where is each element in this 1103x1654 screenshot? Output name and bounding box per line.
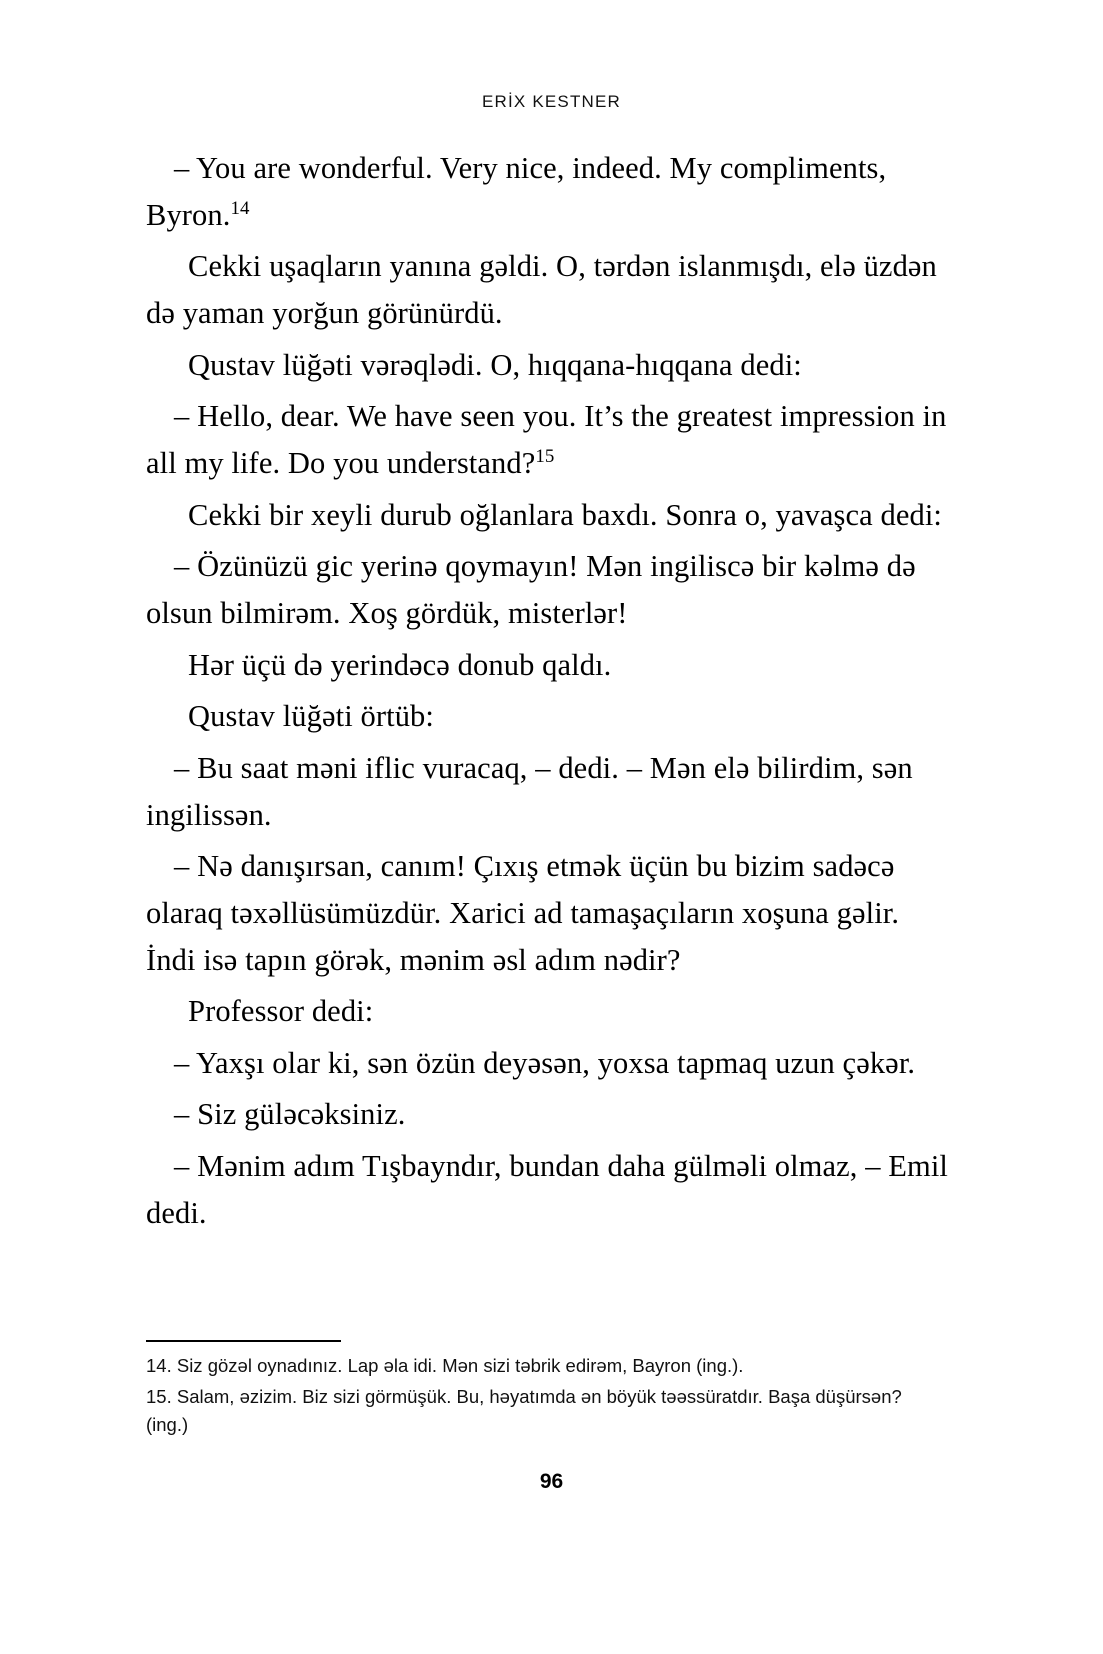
paragraph-text: – Siz güləcəksiniz. — [174, 1097, 406, 1132]
paragraph-text: – Yaxşı olar ki, sən özün deyəsən, yoxsa tapmaq uzun çəkər. — [174, 1045, 916, 1080]
paragraph-text: Cekki uşaqların yanına gəldi. O, tərdən islanmışdı, elə üzdən də yaman yorğun görünürdü. — [146, 249, 937, 330]
footnote-item: 14. Siz gözəl oynadınız. Lap əla idi. Mən sizi təbrik edirəm, Bayron (ing.). — [146, 1355, 744, 1376]
paragraph-text: Hər üçü də yerindəcə donub qaldı. — [188, 647, 612, 682]
page-number: 96 — [539, 1470, 564, 1493]
paragraph — [146, 1143, 956, 1236]
paragraph — [146, 145, 956, 238]
paragraph-text: – Bu saat məni iflic vuracaq, – dedi. – Mən elə bilirdim, sən ingilissən. — [146, 750, 913, 832]
paragraph-text: – Özünüzü gic yerinə qoymayın! Mən ingiliscə bir kəlmə də olsun bilmirəm. Xoş gördük, misterlər! — [146, 549, 916, 630]
paragraph — [146, 492, 956, 539]
paragraph — [146, 1040, 956, 1087]
body-text — [146, 145, 956, 1241]
footnote-separator — [146, 1340, 341, 1342]
paragraph — [146, 843, 956, 983]
paragraph-text: – Hello, dear. We have seen you. It’s the greatest impression in all my life. Do you understand? — [146, 399, 947, 480]
paragraph — [146, 745, 956, 838]
paragraph-text: – You are wonderful. Very nice, indeed. My compliments, Byron. — [146, 151, 887, 232]
footnote-marker: 14 — [230, 197, 250, 219]
running-head: ERİX KESTNER — [481, 92, 622, 111]
paragraph — [146, 1091, 956, 1138]
paragraph-text: Professor dedi: — [188, 994, 374, 1029]
paragraph — [146, 342, 956, 389]
paragraph — [146, 543, 956, 636]
paragraph — [146, 393, 956, 486]
paragraph-text: – Mənim adım Tışbayndır, bundan daha gülməli olmaz, – Emil dedi. — [146, 1149, 949, 1230]
paragraph-text: Qustav lüğəti örtüb: — [188, 699, 434, 734]
footnote-marker: 15 — [535, 445, 555, 467]
paragraph — [146, 642, 956, 689]
footnotes — [146, 1352, 936, 1442]
footnote-item: 15. Salam, əzizim. Biz sizi görmüşük. Bu, həyatımda ən böyük təəssüratdır. Başa düşürsən? (ing.) — [146, 1385, 902, 1436]
paragraph-text: Qustav lüğəti vərəqlədi. O, hıqqana-hıqqana dedi: — [188, 347, 802, 382]
paragraph — [146, 243, 956, 336]
paragraph-text: Cekki bir xeyli durub oğlanlara baxdı. Sonra o, yavaşca dedi: — [188, 497, 942, 532]
paragraph — [146, 988, 956, 1035]
paragraph — [146, 693, 956, 740]
paragraph-text: – Nə danışırsan, canım! Çıxış etmək üçün bu bizim sadəcə olaraq təxəllüsümüzdür. Xarici ad tamaşaçıların xoşuna gəlir. İndi isə tapın görək, mənim əsl adım nədir? — [146, 849, 900, 977]
